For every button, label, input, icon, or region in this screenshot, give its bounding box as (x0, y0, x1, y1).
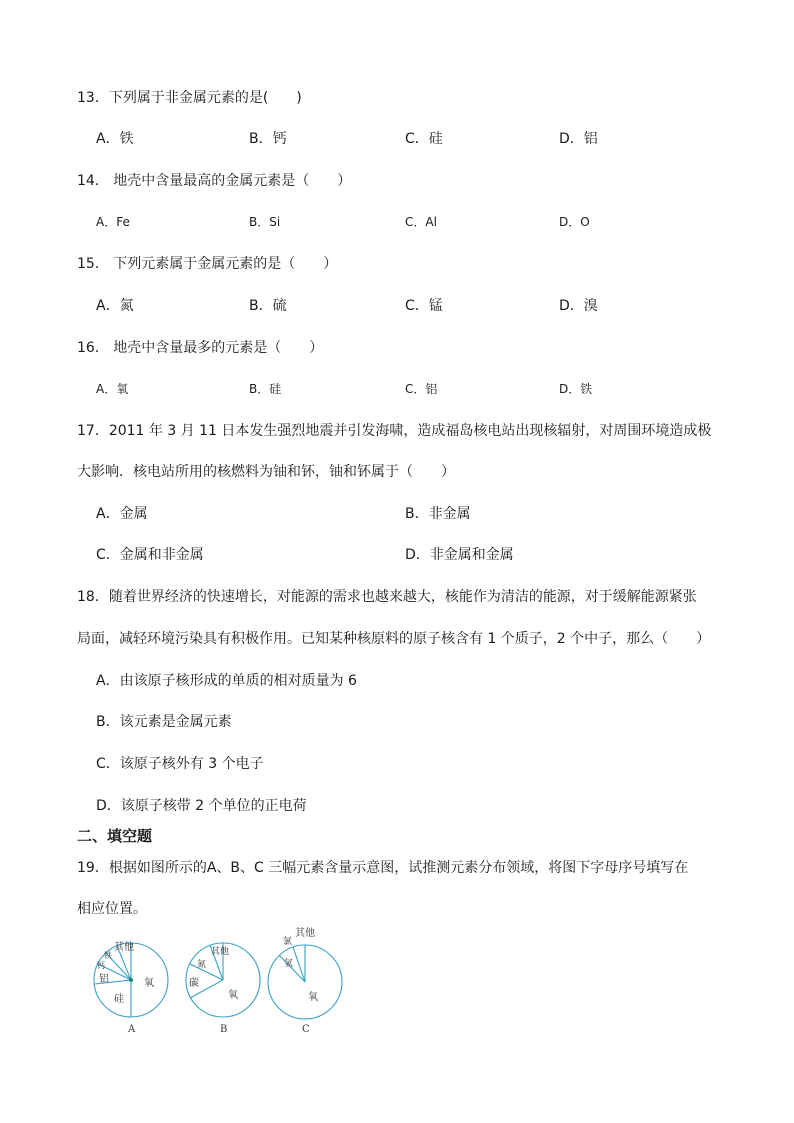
pie-b-caption: B (220, 1024, 228, 1035)
pie-c-label-chlorine: 氯 (283, 937, 293, 947)
question-13-option-b: B．钙 (249, 131, 287, 147)
question-19-stem-line-2: 相应位置。 (77, 901, 147, 917)
pie-a-label-silicon: 硅 (114, 994, 124, 1005)
pie-a-label-aluminium: 铝 (99, 974, 109, 985)
pie-a-caption: A (128, 1024, 136, 1035)
pie-c-divider-2 (293, 947, 305, 982)
question-18-stem-line-1: 18．随着世界经济的快速增长，对能源的需求也越来越大，核能作为清洁的能源，对于缓解能源紧张 (77, 589, 697, 605)
question-17-option-a: A．金属 (96, 506, 148, 522)
question-18-option-a: A．由该原子核形成的单质的相对质量为 6 (96, 673, 357, 689)
question-13-stem: 13．下列属于非金属元素的是( ) (77, 90, 302, 106)
question-14-option-d: D．O (559, 215, 590, 229)
question-19-stem-line-1: 19．根据如图所示的A、B、C 三幅元素含量示意图，试推测元素分布领域，将图下字母序号填写在 (77, 860, 689, 876)
question-17-stem-line-2: 大影响．核电站所用的核燃料为铀和钚，铀和钚属于（ ） (77, 464, 455, 480)
pie-a-label-oxygen: 氧 (144, 978, 154, 989)
question-13-option-a: A．铁 (96, 131, 134, 147)
question-14-option-c: C．Al (405, 215, 437, 229)
pie-b-label-oxygen: 氧 (228, 990, 238, 1001)
pie-b-label-nitrogen: 氮 (197, 960, 207, 970)
question-15-option-a: A．氮 (96, 298, 134, 314)
question-14-option-b: B．Si (249, 215, 281, 229)
question-15-stem: 15． 下列元素属于金属元素的是（ ） (77, 256, 338, 272)
question-17-option-c: C．金属和非金属 (96, 547, 204, 563)
section-title-fill-in: 二、填空题 (77, 827, 153, 845)
question-18-option-c: C．该原子核外有 3 个电子 (96, 756, 264, 772)
question-17-option-b: B．非金属 (405, 506, 471, 522)
question-15-option-c: C．锰 (405, 298, 443, 314)
question-17-option-d: D．非金属和金属 (405, 547, 514, 563)
pie-c-label-other: 其他 (295, 928, 315, 939)
question-13-option-c: C．硅 (405, 131, 443, 147)
pie-c-caption: C (302, 1024, 310, 1035)
question-15-option-d: D．溴 (559, 298, 598, 314)
pie-c (268, 945, 342, 1019)
pie-c-label-oxygen: 氧 (308, 992, 318, 1003)
question-17-stem-line-1: 17．2011 年 3 月 11 日本发生强烈地震并引发海啸，造成福岛核电站出现核辐射，对周围环境造成极 (77, 423, 712, 439)
pie-b-label-carbon: 碳 (189, 978, 199, 989)
question-18-option-b: B．该元素是金属元素 (96, 714, 232, 730)
element-pies-svg (86, 926, 356, 1036)
question-14-stem: 14． 地壳中含量最高的金属元素是（ ） (77, 173, 352, 189)
pie-c-label-hydrogen: 氢 (284, 959, 294, 969)
pie-a-label-other: 其他 (114, 942, 134, 953)
pie-a-label-iron: 铁 (104, 951, 112, 960)
pie-a-label-calcium: 钙 (97, 961, 105, 970)
question-16-option-d: D．铁 (559, 382, 593, 396)
question-18-option-d: D．该原子核带 2 个单位的正电荷 (96, 798, 307, 814)
question-13-option-d: D．铝 (559, 131, 598, 147)
question-16-option-a: A．氧 (96, 382, 129, 396)
question-16-stem: 16． 地壳中含量最多的元素是（ ） (77, 340, 324, 356)
element-content-figure (86, 926, 356, 1036)
question-16-option-b: B．硅 (249, 382, 282, 396)
pie-b-label-other: 其他 (211, 947, 230, 957)
question-15-option-b: B．硫 (249, 298, 287, 314)
question-14-option-a: A．Fe (96, 215, 130, 229)
question-16-option-c: C．铝 (405, 382, 438, 396)
pie-a-center-dot (129, 978, 133, 982)
question-18-stem-line-2: 局面，减轻环境污染具有积极作用。已知某种核原料的原子核含有 1 个质子，2 个中子，那么（ ） (77, 631, 711, 647)
